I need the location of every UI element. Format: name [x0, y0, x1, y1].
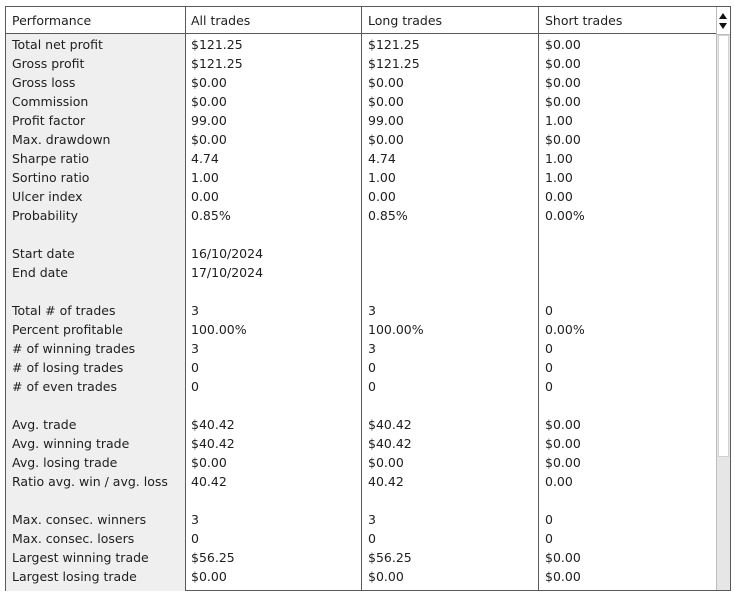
vertical-scrollbar[interactable] [716, 7, 730, 590]
all-trades-value: $121.25 [191, 37, 243, 52]
metric-label: Max. drawdown [12, 132, 111, 147]
all-trades-value: 0.85% [191, 208, 231, 223]
metric-label: Avg. losing trade [12, 455, 118, 470]
long-trades-value: $0.00 [368, 569, 404, 584]
table-row[interactable] [6, 111, 716, 130]
long-trades-value: $40.42 [368, 436, 412, 451]
table-row[interactable] [6, 472, 716, 491]
table-row[interactable] [6, 377, 716, 396]
short-trades-value: 0 [545, 379, 553, 394]
long-trades-value: $0.00 [368, 132, 404, 147]
table-row[interactable] [6, 548, 716, 567]
scrollbar-thumb[interactable] [718, 35, 729, 457]
all-trades-value: $40.42 [191, 436, 235, 451]
all-trades-value: 3 [191, 512, 199, 527]
long-trades-value: 0 [368, 531, 376, 546]
metric-label: Ratio avg. win / avg. loss [12, 474, 168, 489]
metric-label [6, 396, 185, 415]
short-trades-value: 0 [545, 341, 553, 356]
metric-label: Largest losing trade [12, 569, 137, 584]
long-trades-value: 100.00% [368, 322, 424, 337]
metric-label: # of even trades [12, 379, 117, 394]
short-trades-value: $0.00 [545, 94, 581, 109]
arrow-down-icon[interactable] [719, 23, 727, 29]
long-trades-value: $56.25 [368, 550, 412, 565]
header-all-trades[interactable]: All trades [191, 13, 251, 28]
long-trades-value [362, 263, 539, 282]
header-long-trades[interactable]: Long trades [368, 13, 443, 28]
header-short-trades[interactable]: Short trades [545, 13, 623, 28]
long-trades-value: 99.00 [368, 113, 404, 128]
long-trades-value [362, 491, 539, 510]
metric-label: End date [12, 265, 68, 280]
all-trades-value: 1.00 [191, 170, 219, 185]
header-performance[interactable]: Performance [12, 13, 92, 28]
short-trades-value [539, 282, 716, 301]
all-trades-value: 0 [191, 379, 199, 394]
short-trades-value: $0.00 [545, 550, 581, 565]
metric-label: Start date [12, 246, 75, 261]
scroll-arrows[interactable] [717, 7, 730, 35]
all-trades-value: 3 [191, 341, 199, 356]
metric-label [6, 282, 185, 301]
long-trades-value [362, 396, 539, 415]
all-trades-value: $40.42 [191, 417, 235, 432]
all-trades-value: 17/10/2024 [191, 265, 264, 280]
long-trades-value: 3 [368, 341, 376, 356]
table-row[interactable] [6, 35, 716, 54]
short-trades-value: 0.00 [545, 474, 573, 489]
metric-label: Gross profit [12, 56, 85, 71]
long-trades-value: $0.00 [368, 75, 404, 90]
short-trades-value: $0.00 [545, 436, 581, 451]
performance-grid [5, 6, 731, 591]
short-trades-value: 0 [545, 360, 553, 375]
all-trades-value: $0.00 [191, 75, 227, 90]
metric-label: # of losing trades [12, 360, 124, 375]
short-trades-value [539, 263, 716, 282]
metric-label: Probability [12, 208, 79, 223]
all-trades-value: $0.00 [191, 455, 227, 470]
all-trades-value [185, 282, 362, 301]
short-trades-value: 0.00 [545, 189, 573, 204]
table-row[interactable] [6, 73, 716, 92]
table-row[interactable] [6, 358, 716, 377]
short-trades-value: 0 [545, 531, 553, 546]
table-row[interactable] [6, 529, 716, 548]
table-row[interactable] [6, 244, 716, 263]
metric-label [6, 225, 185, 244]
arrow-up-icon[interactable] [719, 13, 727, 19]
table-row[interactable] [6, 168, 716, 187]
long-trades-value: 0.00 [368, 189, 396, 204]
metric-label: Commission [12, 94, 89, 109]
long-trades-value: 3 [368, 512, 376, 527]
metric-label: Profit factor [12, 113, 86, 128]
table-row[interactable] [6, 149, 716, 168]
all-trades-value: $0.00 [191, 569, 227, 584]
all-trades-value: 0 [191, 531, 199, 546]
all-trades-value [185, 491, 362, 510]
long-trades-value [362, 282, 539, 301]
long-trades-value: 0.85% [368, 208, 408, 223]
short-trades-value: 1.00 [545, 151, 573, 166]
metric-label [6, 491, 185, 510]
short-trades-value: $0.00 [545, 132, 581, 147]
short-trades-value: $0.00 [545, 37, 581, 52]
metric-label: Avg. trade [12, 417, 77, 432]
long-trades-value [362, 244, 539, 263]
all-trades-value: 100.00% [191, 322, 247, 337]
long-trades-value: 1.00 [368, 170, 396, 185]
table-row[interactable] [6, 282, 716, 301]
all-trades-value: 0.00 [191, 189, 219, 204]
short-trades-value [539, 491, 716, 510]
metric-label: Max. consec. losers [12, 531, 135, 546]
metric-label: Total net profit [12, 37, 103, 52]
table-row[interactable] [6, 567, 716, 586]
short-trades-value: $0.00 [545, 75, 581, 90]
metric-label: Total # of trades [12, 303, 116, 318]
table-row[interactable] [6, 206, 716, 225]
table-row[interactable] [6, 339, 716, 358]
table-row[interactable] [6, 54, 716, 73]
short-trades-value: 1.00 [545, 170, 573, 185]
long-trades-value: $0.00 [368, 94, 404, 109]
short-trades-value: $0.00 [545, 569, 581, 584]
long-trades-value: 3 [368, 303, 376, 318]
all-trades-value: $56.25 [191, 550, 235, 565]
table-row[interactable] [6, 510, 716, 529]
all-trades-value: 40.42 [191, 474, 227, 489]
short-trades-value: 0 [545, 512, 553, 527]
all-trades-value: $121.25 [191, 56, 243, 71]
all-trades-value [185, 396, 362, 415]
table-row[interactable] [6, 453, 716, 472]
table-row[interactable] [6, 263, 716, 282]
table-row[interactable] [6, 301, 716, 320]
metric-label: Max. consec. winners [12, 512, 147, 527]
all-trades-value [185, 225, 362, 244]
metric-label: Avg. winning trade [12, 436, 130, 451]
short-trades-value: $0.00 [545, 56, 581, 71]
table-row[interactable] [6, 130, 716, 149]
table-row[interactable] [6, 491, 716, 510]
table-row[interactable] [6, 187, 716, 206]
long-trades-value: 40.42 [368, 474, 404, 489]
all-trades-value: 99.00 [191, 113, 227, 128]
metric-label: Gross loss [12, 75, 76, 90]
long-trades-value: 4.74 [368, 151, 396, 166]
long-trades-value: $40.42 [368, 417, 412, 432]
metric-label: Sharpe ratio [12, 151, 90, 166]
short-trades-value: $0.00 [545, 417, 581, 432]
short-trades-value [539, 244, 716, 263]
table-row[interactable] [6, 225, 716, 244]
all-trades-value: 3 [191, 303, 199, 318]
short-trades-value: $0.00 [545, 455, 581, 470]
all-trades-value: $0.00 [191, 132, 227, 147]
short-trades-value [539, 396, 716, 415]
all-trades-value: 4.74 [191, 151, 219, 166]
table-row[interactable] [6, 92, 716, 111]
long-trades-value: $121.25 [368, 37, 420, 52]
short-trades-value: 1.00 [545, 113, 573, 128]
short-trades-value [539, 225, 716, 244]
table-row[interactable] [6, 396, 716, 415]
metric-label: Sortino ratio [12, 170, 90, 185]
short-trades-value: 0 [545, 303, 553, 318]
short-trades-value: 0.00% [545, 322, 585, 337]
long-trades-value [362, 225, 539, 244]
table-row[interactable] [6, 320, 716, 339]
long-trades-value: 0 [368, 379, 376, 394]
table-row[interactable] [6, 434, 716, 453]
long-trades-value: $0.00 [368, 455, 404, 470]
all-trades-value: 0 [191, 360, 199, 375]
all-trades-value: 16/10/2024 [191, 246, 264, 261]
short-trades-value: 0.00% [545, 208, 585, 223]
table-row[interactable] [6, 415, 716, 434]
long-trades-value: 0 [368, 360, 376, 375]
metric-label: Ulcer index [12, 189, 83, 204]
metric-label: Percent profitable [12, 322, 123, 337]
metric-label: Largest winning trade [12, 550, 149, 565]
long-trades-value: $121.25 [368, 56, 420, 71]
all-trades-value: $0.00 [191, 94, 227, 109]
metric-label: # of winning trades [12, 341, 136, 356]
